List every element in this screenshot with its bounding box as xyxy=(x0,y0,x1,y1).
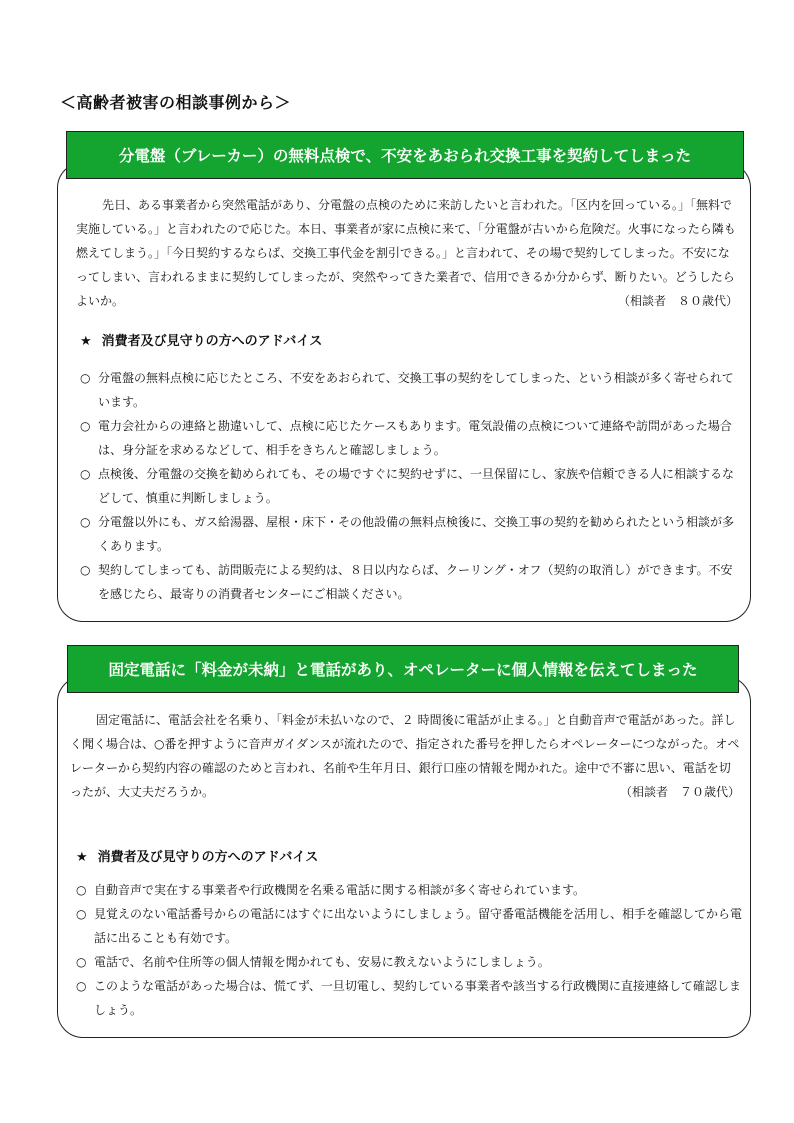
consultant-age: （相談者 ８０歳代） xyxy=(617,294,738,308)
story-text: 固定電話に、電話会社を名乗り、「料金が未払いなので、２ 時間後に電話が止まる。」と自動音声で電話があった。詳しく聞く場合は、○番を押すように音声ガイダンスが流れたので、指定された番号を押したらオペレーターにつながった。オペレーターから契約内容の確認のためと言われ、名前や生年月日、銀行口座の情報を聞かれた。途中で不審に思い、電話を切ったが、大丈夫だろうか。 xyxy=(70,713,740,799)
advice-item: ○ 自動音声で実在する事業者や行政機関を名乗る電話に関する相談が多く寄せられています。 xyxy=(66,878,742,902)
advice-heading-phone xyxy=(76,846,318,865)
advice-item: ○ 分電盤以外にも、ガス給湯器、屋根・床下・その他設備の無料点検後に、交換工事の契約を勧められたという相談が多くあります。 xyxy=(70,510,738,558)
circle-bullet-icon: ○ xyxy=(80,563,91,577)
advice-item: ○ このような電話があった場合は、慌てず、一旦切電し、契約している事業者や該当する行政機関に直接連絡して確認しましょう。 xyxy=(66,974,742,1022)
circle-bullet-icon: ○ xyxy=(76,955,87,969)
circle-bullet-icon: ○ xyxy=(80,467,91,481)
circle-bullet-icon: ○ xyxy=(76,883,87,897)
advice-heading-breaker xyxy=(80,330,322,349)
star-icon: ★ xyxy=(76,850,88,865)
story-text: 先日、ある事業者から突然電話があり、分電盤の点検のために来訪したいと言われた。「区内を回っている。」「無料で実施している。」と言われたので応じた。本日、事業者が家に点検に来て、「分電盤が古いから危険だ。火事になったら隣も燃えてしまう。」「今日契約するならば、交換工事代金を割引できる。」と言われて、その場で契約してしまった。不安になってしまい、言われるままに契約してしまったが、突然やってきた業者で、信用できるか分からず、断りたい。どうしたらよいか。 xyxy=(76,198,736,308)
advice-item: ○ 点検後、分電盤の交換を勧められても、その場ですぐに契約せずに、一旦保留にし、家族や信頼できる人に相談するなどして、慎重に判断しましょう。 xyxy=(70,462,738,510)
circle-bullet-icon: ○ xyxy=(80,371,91,385)
advice-heading-text: 消費者及び見守りの方へのアドバイス xyxy=(101,334,323,349)
circle-bullet-icon: ○ xyxy=(80,515,91,529)
consultant-age: （相談者 ７０歳代） xyxy=(619,785,740,799)
advice-list-phone xyxy=(66,878,742,1022)
advice-heading-text: 消費者及び見守りの方へのアドバイス xyxy=(97,850,319,865)
circle-bullet-icon: ○ xyxy=(80,419,91,433)
advice-item: ○ 電力会社からの連絡と勘違いして、点検に応じたケースもあります。電気設備の点検について連絡や訪問があった場合は、身分証を求めるなどして、相手をきちんと確認しましょう。 xyxy=(70,414,738,462)
case-story-breaker xyxy=(76,193,738,313)
advice-item: ○ 電話で、名前や住所等の個人情報を聞かれても、安易に教えないようにしましょう。 xyxy=(66,950,742,974)
advice-item: ○ 分電盤の無料点検に応じたところ、不安をあおられて、交換工事の契約をしてしまった、という相談が多く寄せられています。 xyxy=(70,366,738,414)
circle-bullet-icon: ○ xyxy=(76,979,87,993)
circle-bullet-icon: ○ xyxy=(76,907,87,921)
case-story-phone xyxy=(70,708,740,804)
page-heading: ＜高齢者被害の相談事例から＞ xyxy=(60,93,292,112)
advice-item: ○ 見覚えのない電話番号からの電話にはすぐに出ないようにしましょう。留守番電話機能を活用し、相手を確認してから電話に出ることも有効です。 xyxy=(66,902,742,950)
advice-list-breaker xyxy=(70,366,738,606)
case-title-phone: 固定電話に「料金が未納」と電話があり、オペレーターに個人情報を伝えてしまった xyxy=(67,645,739,693)
case-title-breaker: 分電盤（ブレーカー）の無料点検で、不安をあおられ交換工事を契約してしまった xyxy=(66,131,744,179)
star-icon: ★ xyxy=(80,334,92,349)
advice-item: ○ 契約してしまっても、訪問販売による契約は、８日以内ならば、クーリング・オフ（契約の取消し）ができます。不安を感じたら、最寄りの消費者センターにご相談ください。 xyxy=(70,558,738,606)
